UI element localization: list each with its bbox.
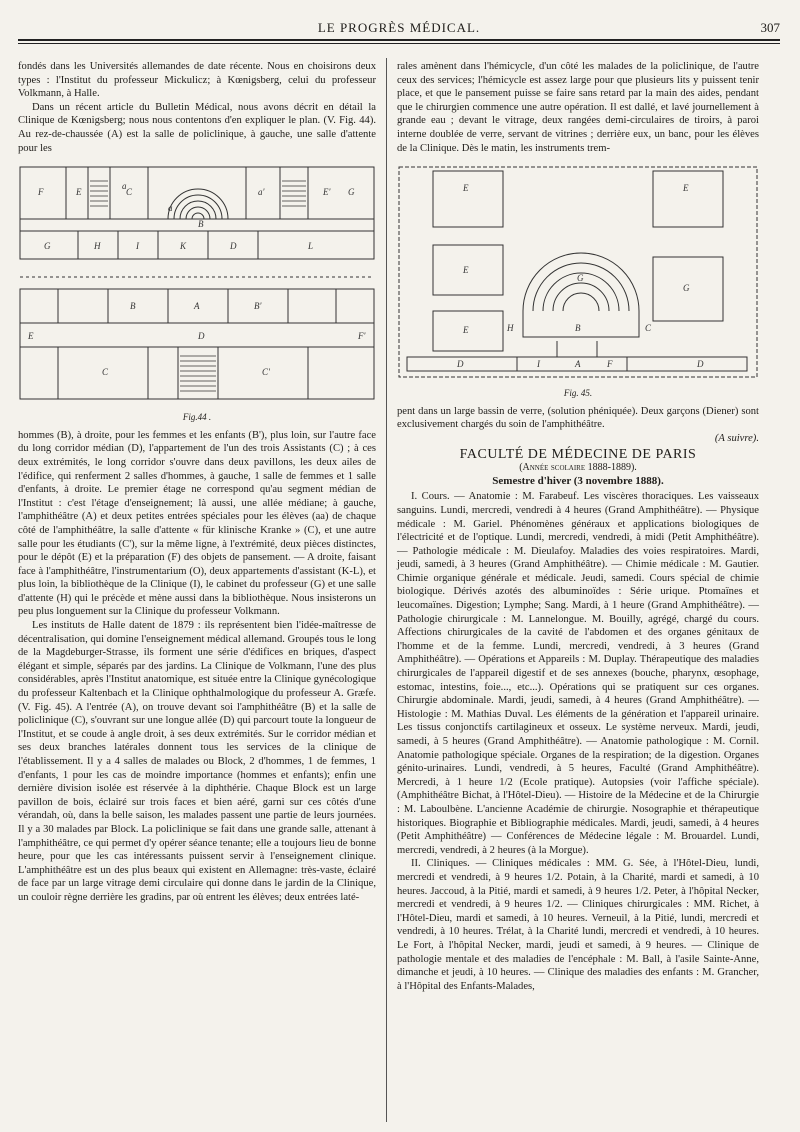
plan-label: A xyxy=(194,301,200,312)
plan-label: F' xyxy=(358,331,366,342)
plan-label: K xyxy=(180,241,187,252)
floor-plan-45-drawing xyxy=(397,161,759,385)
plan-label: C xyxy=(645,323,652,334)
plan-label: B xyxy=(198,219,204,230)
plan-label: D xyxy=(230,241,237,252)
plan-label: C xyxy=(126,187,133,198)
plan-label: E xyxy=(28,331,34,342)
floor-plan-44-drawing xyxy=(18,161,376,409)
plan-label: F xyxy=(38,187,44,198)
header-rule-thin xyxy=(18,43,780,44)
paragraph: pent dans un large bassin de verre, (solution phéniquée). Deux garçons (Diener) sont exclusivement chargés du soin de l'amphithéâtre. xyxy=(397,405,759,431)
plan-label: L xyxy=(308,241,314,252)
section-semester: Semestre d'hiver (3 novembre 1888). xyxy=(492,474,664,487)
plan-label: B' xyxy=(254,301,262,312)
journal-title: LE PROGRÈS MÉDICAL. xyxy=(317,20,481,35)
page-number: 307 xyxy=(760,20,780,35)
plan-label: D xyxy=(198,331,205,342)
plan-label: D xyxy=(697,359,704,370)
page-header xyxy=(18,18,780,38)
figure-44 xyxy=(18,161,376,425)
plan-label: G xyxy=(683,283,690,294)
paragraph: rales amènent dans l'hémicycle, d'un côté les malades de la policlinique, de l'autre ceux des services; l'hémicycle est assez large pour que plusieurs lits y puissent tenir place, et que le pansement puisse se faire sans retard par la main des aides, pendant que le chirurgien commence une autre opération. Il est dallé, et lavé journellement à grande eau ; devant le vitrage, deux rangées demi-circulaires de tiroirs, à paroi interne doublée de verre, servant de vitrines ; derrière eux, un banc, pour les élèves de la Clinique. Dès le matin, les instruments trem- xyxy=(397,61,759,154)
plan-label: a xyxy=(122,181,127,192)
plan-label: C xyxy=(102,367,109,378)
right-column xyxy=(397,60,759,993)
paragraph: fondés dans les Universités allemandes de date récente. Nous en choisirons deux types : l'Institut du professeur Mickulicz; à Kœnigsberg, celui du professeur Volkmann, à Halle. xyxy=(18,61,376,100)
plan-label: a xyxy=(168,203,173,214)
plan-label: B xyxy=(575,323,581,334)
plan-label: F xyxy=(607,359,613,370)
left-column xyxy=(18,60,376,905)
figure-45 xyxy=(397,161,759,401)
plan-label: E xyxy=(463,325,469,336)
plan-label: C' xyxy=(262,367,270,378)
plan-label: I xyxy=(136,241,139,252)
plan-label: G xyxy=(44,241,51,252)
header-rule xyxy=(18,39,780,41)
plan-label: B xyxy=(130,301,136,312)
paragraph: Dans un récent article du Bulletin Médical, nous avons décrit en détail la Clinique de Kœnigsberg; nous nous contentons d'en expliquer le plan. (V. Fig. 44). Au rez-de-chaussée (A) est la salle de policlinique, à gauche, une salle d'attente pour les xyxy=(18,101,376,154)
plan-label: E' xyxy=(323,187,331,198)
plan-label: D xyxy=(457,359,464,370)
column-divider xyxy=(386,58,387,1122)
paragraph: II. Cliniques. — Cliniques médicales : MM. G. Sée, à l'Hôtel-Dieu, lundi, mercredi et vendredi, à 9 heures 1/2. Potain, à la Charité, mardi et samedi, à 10 heures. Jaccoud, à la Pitié, mardi et samedi, à 9 heures 1/2. Peter, à l'hôpital Necker, mercredi et vendredi, à 9 heures 1/2. — Cliniques chirurgicales : MM. Richet, à l'Hôtel-Dieu, mardi et samedi, à 10 heures. Verneuil, à la Pitié, lundi, mercredi et vendredi, à 10 heures. Trélat, à la Charité lundi, mercredi et vendredi, à 10 heures. Le Fort, à l'hôpital Necker, mardi, jeudi et samedi, à 9 heures. — Clinique de pathologie mentale et des maladies de l'encéphale : M. Ball, à l'asile Sainte-Anne, dimanche et jeudi, à 10 heures. — Clinique des maladies des enfants : M. Grancher, à l'Hôpital des Enfants-Malades, xyxy=(397,858,759,992)
to-be-continued: (A suivre). xyxy=(714,432,759,444)
plan-label: E xyxy=(463,265,469,276)
figure-44-caption: Fig.44 . xyxy=(182,412,212,423)
paragraph: I. Cours. — Anatomie : M. Farabeuf. Les viscères thoraciques. Les vaisseaux sanguins. Lundi, mercredi, vendredi à 4 heures (Grand Amphithéâtre). — Physique médicale : M. Gariel. Phénomènes généraux et applications biologiques de l'électricité et de l'optique. Lundi, mercredi, vendredi, à midi (Petit Amphithéâtre). — Pathologie médicale : M. Dieulafoy. Maladies des voies respiratoires. Mardi, jeudi, samedi, à 3 heures (Grand Amphithéâtre). — Chimie médicale : M. Gautier. Chimie organique générale et médicale. Jeudi, samedi. Cours spécial de chimie biologique. Dérivés azotés des albuminoïdes : Série urique. Ptomaïnes et leucomaïnes. Digestion; Lymphe; Sang. Mardi, à 1 heure (Grand Amphithéâtre). — Pathologie chirurgicale : M. Lannelongue. M. Bouilly, agrégé, chargé du cours. Affections chirurgicales de la cavité de l'abdomen et des organes génitaux de l'homme et de la femme. Lundi, mercredi, vendredi, à 3 heures (Grand Amphithéâtre). — Opérations et Appareils : M. Duplay. Thérapeutique des maladies chirurgicales de l'appareil digestif et de ses annexes (bouche, pharynx, œsophage, estomac, intestins, foie..., etc...). Opérations qui se pratiquent sur ces organes. Chirurgie abdominale. Mardi, jeudi, samedi, à 4 heures (Grand Amphithéâtre). — Histologie : M. Mathias Duval. Les éléments de la génération et l'appareil urinaire. Les tissus conjonctifs cartilagineux et osseux. Le système nerveux. Mardi, jeudi, samedi, à 5 heures (Grand Amphithéâtre). — Anatomie pathologique : M. Cornil. Anatomie pathologique spéciale. Organes de la respiration; de la digestion. Organes génito-urinaires. Lundi, vendredi, à 5 heures, Faculté (Grand Amphithéâtre). Mercredi, à 1 heure 1/2 (Ecole pratique). Autopsies (voir l'affiche spéciale). (Amphithéâtre Bichat, à l'Hôtel-Dieu). — Histoire de la Médecine et de la Chirurgie : M. Laboulbène. L'ancienne Académie de chirurgie. Nosographie et thérapeutique historiques. Biographie et Bibliographie médicales. Mardi, jeudi, samedi, à 4 heures (Petit Amphithéâtre) — Conférences de Médecine légale : M. Brouardel. Lundi, mercredi, vendredi, à 2 heures (à la Morgue). xyxy=(397,491,759,856)
section-year: (Année scolaire 1888-1889). xyxy=(519,462,637,474)
plan-label: A xyxy=(575,359,581,370)
plan-label: E xyxy=(683,183,689,194)
plan-label: a' xyxy=(258,187,265,198)
plan-label: G xyxy=(577,273,584,284)
plan-label: H xyxy=(507,323,514,334)
plan-label: E xyxy=(463,183,469,194)
section-title: FACULTÉ DE MÉDECINE DE PARIS xyxy=(459,446,697,462)
paragraph: Les instituts de Halle datent de 1879 : ils représentent bien l'idée-maîtresse de décentralisation, qui domine l'enseignement médical allemand. Groupés tous le long de la Magdeburger-Strasse, ils forment une série d'édifices en briques, d'aspect élégant et simple, séparés par des jardins. La Clinique de Volkmann, l'une des plus considérables, après l'Institut anatomique, est située entre la Clinique gynécologique du professeur Kaltenbach et la Clinique ophthalmologique du professeur A. Græfe. (V. Fig. 45). A l'entrée (A), on trouve devant soi l'amphithéâtre (B) et la salle de policlinique (C), s'ouvrant sur une longue allée (D) qui parcourt toute la longueur de l'Institut, et se coude à angle droit, à ses deux extrémités. Sur le corridor médian et ses deux branches latérales donnent tous les services de la clinique de l'établissement. Il y a 4 salles de malades ou Block, 2 d'hommes, 1 de femmes, 1 d'enfants, 1 pour les cas de moindre importance (hommes et enfants); enfin une dernière division isolée est réservée à la diphthérie. Chaque Block est un large pavillon de bois, éclairé sur trois faces et bien aéré, garni sur ces côtés d'une vérandah, où, dans la belle saison, les malades passent une partie de leurs journées. Il y a 30 malades par Block. La policlinique se fait dans une grande salle, attenant à l'amphithéâtre, ce qui permet d'y opérer séance tenante; elle a toujours lieu de bonne heure, pour que les cas intéressants puissent servir à l'enseignement clinique. L'amphithéâtre est un des plus beaux qui existent en Allemagne: très-vaste, éclairé de face par un large vitrage demi circulaire qui donne dans le jardin de la Clinique, un couloir règne derrière les gradins, par où entrent les élèves; deux entrées laté- xyxy=(18,620,376,903)
paragraph: hommes (B), à droite, pour les femmes et les enfants (B'), plus loin, sur l'autre face du long corridor médian (D), l'appartement de l'un des trois Assistants (C) ; à ces deux extrémités, le long corridor s'ouvre dans deux pavillons, les deux ailes de l'édifice, qui renferment 2 salles d'hommes, à gauche, 1 salle de femmes et 1 salle d'enfants, à droite. Le premier étage ne correspond qu'au segment médian de l'Institut : c'est l'étage d'enseignement; là aussi, une allée médiane; à gauche, l'amphithéâtre (A) et deux petites entrées spéciales pour les élèves (aa) de chaque côté de l'amphithéâtre, la salle d'attente « für klinische Kranke » (C), et une autre salle pour les étudiants (C'), sur la même ligne, à l'extrémité, deux pièces distinctes, pour le dépôt (E) et la préparation (F) des objets de pansement. — A droite, faisant face à l'amphithéâtre, l'instrumentarium (O), deux appartements d'assistant (K-L), et plus loin, la bibliothèque de la Clinique (I), le cabinet du professeur (G) et une salle d'attente (H) qui le précède et mène aussi dans la bibliothèque. Nous insisterons un peu plus longuement sur la Clinique du professeur Volkmann. xyxy=(18,429,376,618)
plan-label: E xyxy=(76,187,82,198)
figure-45-caption: Fig. 45. xyxy=(563,388,593,399)
plan-label: I xyxy=(537,359,540,370)
plan-label: G xyxy=(348,187,355,198)
plan-label: H xyxy=(94,241,101,252)
